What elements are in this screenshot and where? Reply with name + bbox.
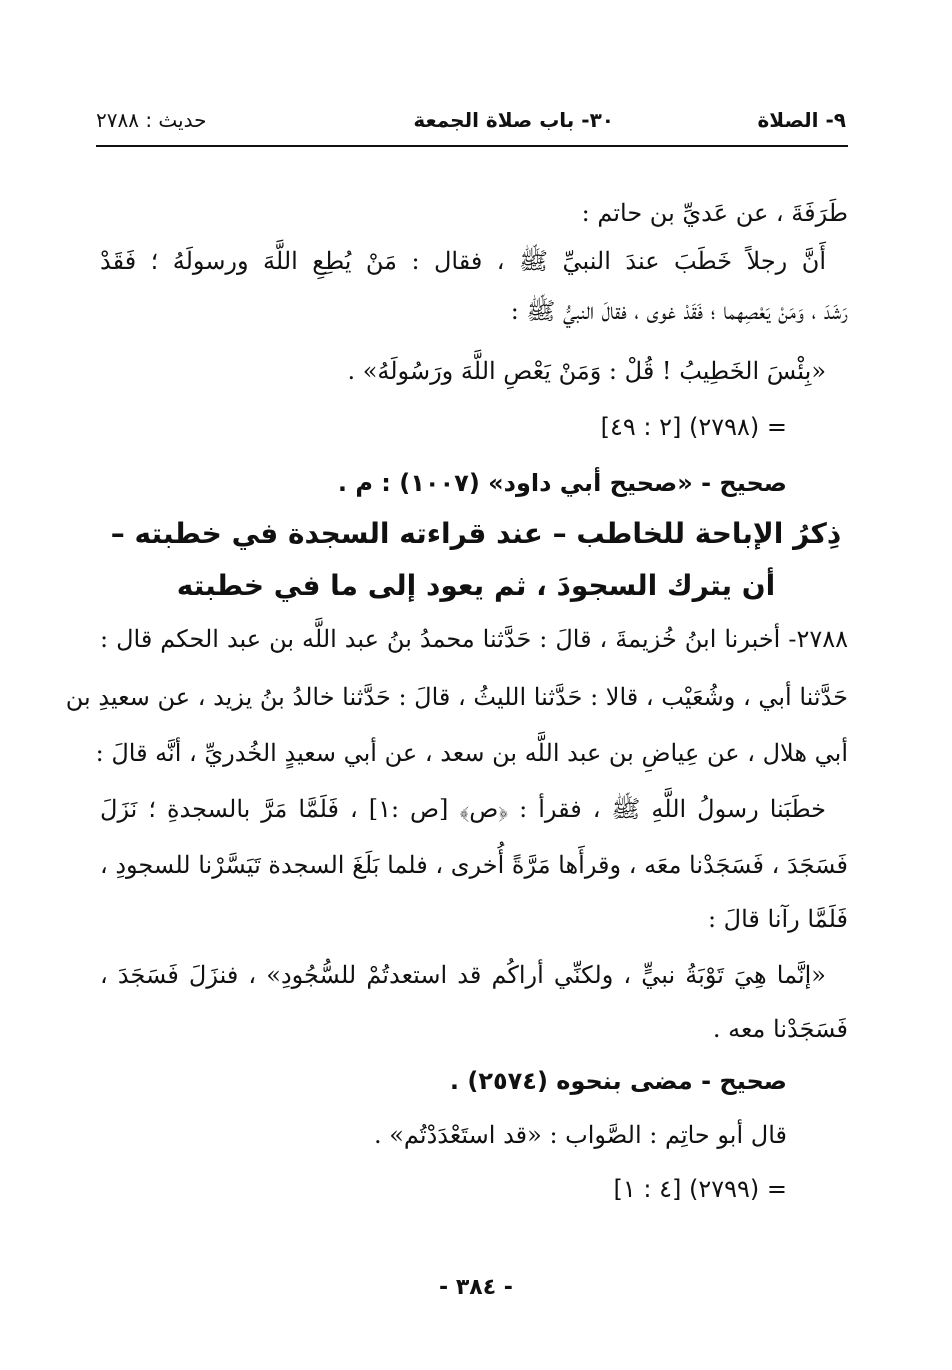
header-hadith-ref: حديث : ٢٧٨٨: [96, 108, 207, 132]
chapter-title-line-1: ذِكرُ الإباحة للخاطب – عند قراءته السجدة في خطبته –: [110, 517, 842, 550]
chapter-title-line-2: أن يترك السجودَ ، ثم يعود إلى ما في خطبته: [176, 569, 776, 602]
text-line-9: أبي هلال ، عن عِياضِ بن عبد اللَّه بن سعد ، عن أبي سعيدٍ الخُدريِّ ، أنَّه قالَ :: [95, 739, 848, 767]
text-line-13: «إنَّما هِيَ تَوْبَةُ نبيٍّ ، ولكنِّي أراكُم قد استعدتُمْ للسُّجُودِ» ، فنزَلَ فَسَجَدَ ،: [100, 961, 826, 989]
header-divider: [96, 145, 848, 147]
text-line-4: «بِئْسَ الخَطِيبُ ! قُلْ : وَمَنْ يَعْصِ اللَّهَ ورَسُولَهُ» .: [347, 357, 826, 385]
text-line-15: صحيح - مضى بنحوه (٢٥٧٤) .: [449, 1067, 787, 1095]
text-line-6: صحيح - «صحيح أبي داود» (١٠٠٧) : م .: [337, 469, 787, 497]
header-chapter: ٣٠- باب صلاة الجمعة: [413, 108, 614, 132]
text-line-5: = (٢٧٩٨) [٢ : ٤٩]: [600, 413, 787, 441]
text-line-14: فَسَجَدْنا معه .: [712, 1015, 848, 1043]
text-line-11: فَسَجَدَ ، فَسَجَدْنا معَه ، وقرأَها مَرَّةً أُخرى ، فلما بَلَغَ السجدة تَيَسَّرْنا للسجودِ ،: [99, 851, 848, 879]
text-line-1: طَرَفَةَ ، عن عَديِّ بن حاتم :: [581, 199, 848, 227]
text-line-8: حَدَّثنا أبي ، وشُعَيْب ، قالا : حَدَّثنا الليثُ ، قالَ : حَدَّثنا خالدُ بنُ يزيد ، عن سعيدِ بن: [65, 683, 848, 711]
text-line-12: فَلَمَّا رآنا قالَ :: [707, 905, 848, 933]
text-line-2: أَنَّ رجلاً خَطَبَ عندَ النبيِّ ﷺ ، فقال : مَنْ يُطِعِ اللَّهَ ورسولَهُ ؛ فَقَدْ: [100, 247, 826, 275]
text-line-7: ٢٧٨٨- أخبرنا ابنُ خُزيمةَ ، قالَ : حَدَّثنا محمدُ بنُ عبد اللَّه بن عبد الحكم قال :: [100, 625, 848, 653]
text-line-16: قال أبو حاتِم : الصَّواب : «قد استَعْدَدْتُم» .: [373, 1121, 787, 1149]
header-section: ٩- الصلاة: [757, 108, 846, 132]
text-line-3: رَشَدَ ، وَمَنْ يَعْصِهما ؛ فَقَدْ غوى ، فقالَ النبيُّ ﷺ :: [510, 297, 848, 325]
text-line-10: خطَبَنا رسولُ اللَّهِ ﷺ ، فقرأ : ﴿ص﴾ [ص :١] ، فَلَمَّا مَرَّ بالسجدةِ ؛ نَزَلَ: [100, 795, 827, 823]
running-header: [96, 108, 846, 142]
page-number: - ٣٨٤ -: [439, 1275, 513, 1300]
text-line-17: = (٢٧٩٩) [٤ : ١]: [613, 1175, 787, 1203]
